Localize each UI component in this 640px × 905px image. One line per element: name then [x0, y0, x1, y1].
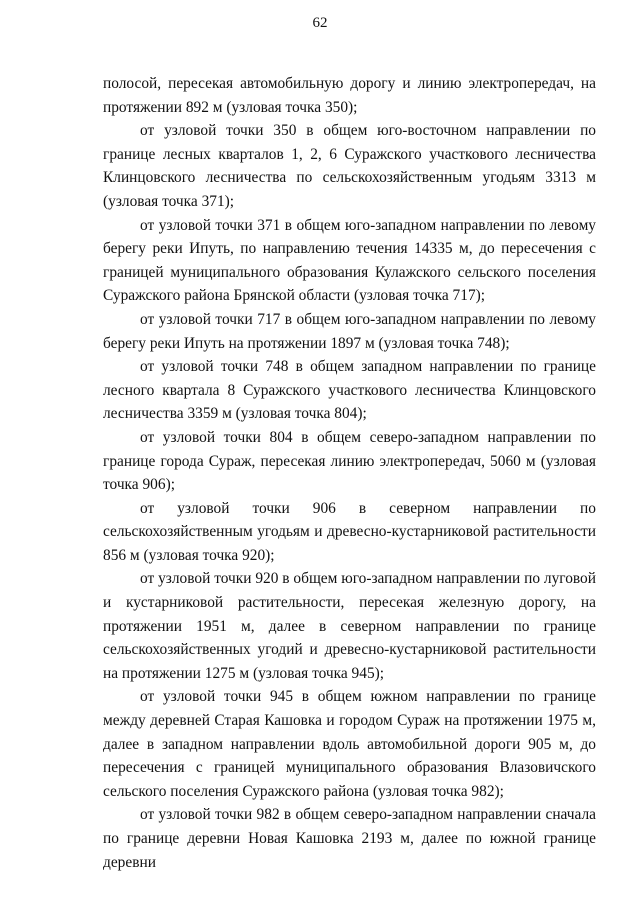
paragraph-6: от узловой точки 804 в общем северо-западном направлении по границе города Сураж, пересекая линию электропередач, 5060 м (узловая точка 906);: [103, 428, 596, 494]
paragraph-8: от узловой точки 920 в общем юго-западном направлении по луговой и кустарниковой растительности, пересекая железную дорогу, на протяжении 1951 м, далее в северном направлении по границе сельскохозяйственных угодий и древесно-кустарниковой растительности на протяжении 1275 м (узловая точка 945);: [103, 570, 596, 682]
paragraph-7: от узловой точки 906 в северном направлении по сельскохозяйственным угодьям и древесно-кустарниковой растительности 856 м (узловая точка 920);: [103, 499, 596, 564]
paragraph-5: от узловой точки 748 в общем западном направлении по границе лесного квартала 8 Суражского участкового лесничества Клинцовского лесничества 3359 м (узловая точка 804);: [103, 358, 596, 423]
paragraph-1: полосой, пересекая автомобильную дорогу и линию электропередач, на протяжении 892 м (узловая точка 350);: [103, 75, 596, 116]
paragraph-3: от узловой точки 371 в общем юго-западном направлении по левому берегу реки Ипуть, по направлению течения 14335 м, до пересечения с границей муниципального образования Кулажского сельского поселения Суражского района Брянской области (узловая точка 717);: [103, 216, 596, 305]
paragraph-10: от узловой точки 982 в общем северо-западном направлении сначала по границе деревни Новая Кашовка 2193 м, далее по южной границе деревни: [103, 806, 596, 871]
paragraph-2: от узловой точки 350 в общем юго-восточном направлении по границе лесных кварталов 1, 2, 6 Суражского участкового лесничества Клинцовского лесничества по сельскохозяйственным угодьям 3313 м (узловая точка 371);: [103, 122, 596, 210]
paragraph-9: от узловой точки 945 в общем южном направлении по границе между деревней Старая Кашовка и городом Сураж на протяжении 1975 м, далее в западном направлении вдоль автомобильной дороги 905 м, до пересечения с границей муниципального образования Влазовичского сельского поселения Суражского района (узловая точка 982);: [103, 688, 596, 800]
page-number: 62: [312, 15, 328, 31]
paragraph-4: от узловой точки 717 в общем юго-западном направлении по левому берегу реки Ипуть на протяжении 1897 м (узловая точка 748);: [103, 310, 596, 352]
document-body: [103, 72, 596, 874]
